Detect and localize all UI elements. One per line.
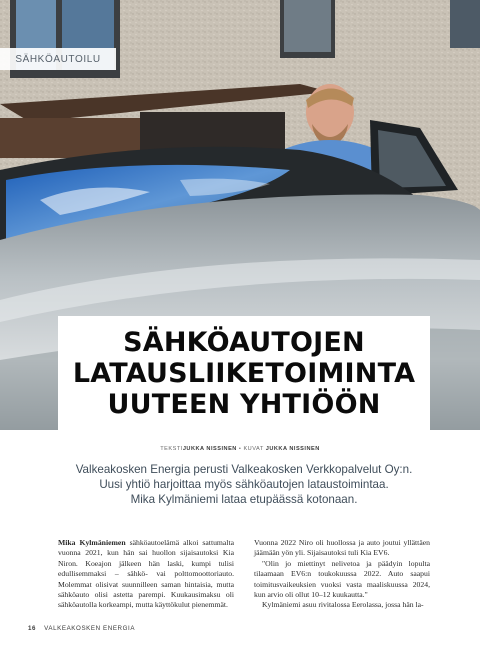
publication-name: VALKEAKOSKEN ENERGIA <box>44 625 136 632</box>
lead-paragraph <box>58 462 430 508</box>
headline <box>58 316 430 430</box>
byline-text-label: TEKSTI <box>160 446 183 452</box>
body-paragraph <box>58 538 234 611</box>
lead-line-3: Mika Kylmäniemi lataa etupäässä kotonaan. <box>130 493 358 507</box>
lead-in-name: Mika Kylmäniemen <box>58 538 126 547</box>
lead-line-1: Valkeakosken Energia perusti Valkeakosken Verkkopalvelut Oy:n. <box>75 463 413 476</box>
headline-line-1: SÄHKÖAUTOJEN <box>123 326 365 358</box>
page-number: 16 <box>28 625 37 632</box>
body-text: sähköautoelämä alkoi sattumalta vuonna 2021, kun hän sai huollon sijaisautoksi Kia Niron. Koeajon jälkeen hän laski, kumpi tulisi edullisemmaksi – sähkö- vai polttomoottoriauto. Molemmat olisivat suunnilleen saman hintaisia, mutta sähköauto olisi astetta parempi. Kuukausimaksu oli sähköautolla korkeampi, mutta käyttökulut pienemmät. <box>58 538 234 610</box>
body-paragraph: "Olin jo miettinyt nelivetoa ja päädyin lopulta tilaamaan EV6:n toukokuussa 2022. Auto saapui toimitusvaikeuksien vuoksi vasta maaliskuussa 2024, kun arvio oli ollut 10–12 kuukautta." <box>254 558 430 600</box>
headline-line-2: LATAUSLIIKETOIMINTA <box>72 357 416 389</box>
body-column-right <box>254 538 430 611</box>
section-tag: SÄHKÖAUTOILU <box>0 48 116 70</box>
byline-separator: • <box>238 446 242 452</box>
byline <box>0 446 480 452</box>
page-footer <box>28 625 135 632</box>
body-column-left <box>58 538 234 611</box>
headline-line-3: UUTEEN YHTIÖÖN <box>107 388 381 420</box>
byline-photo-author: JUKKA NISSINEN <box>265 446 320 452</box>
lead-line-2: Uusi yhtiö harjoittaa myös sähköautojen lataustoimintaa. <box>99 478 389 492</box>
byline-photo-label: KUVAT <box>243 446 264 452</box>
body-paragraph: Kylmäniemi asuu rivitalossa Eerolassa, jossa hän la- <box>262 600 424 610</box>
body-paragraph: Vuonna 2022 Niro oli huollossa ja auto joutui yllättäen jäämään yön yli. Sijaisautoksi tuli Kia EV6. <box>254 538 430 558</box>
byline-text-author: JUKKA NISSINEN <box>182 446 237 452</box>
